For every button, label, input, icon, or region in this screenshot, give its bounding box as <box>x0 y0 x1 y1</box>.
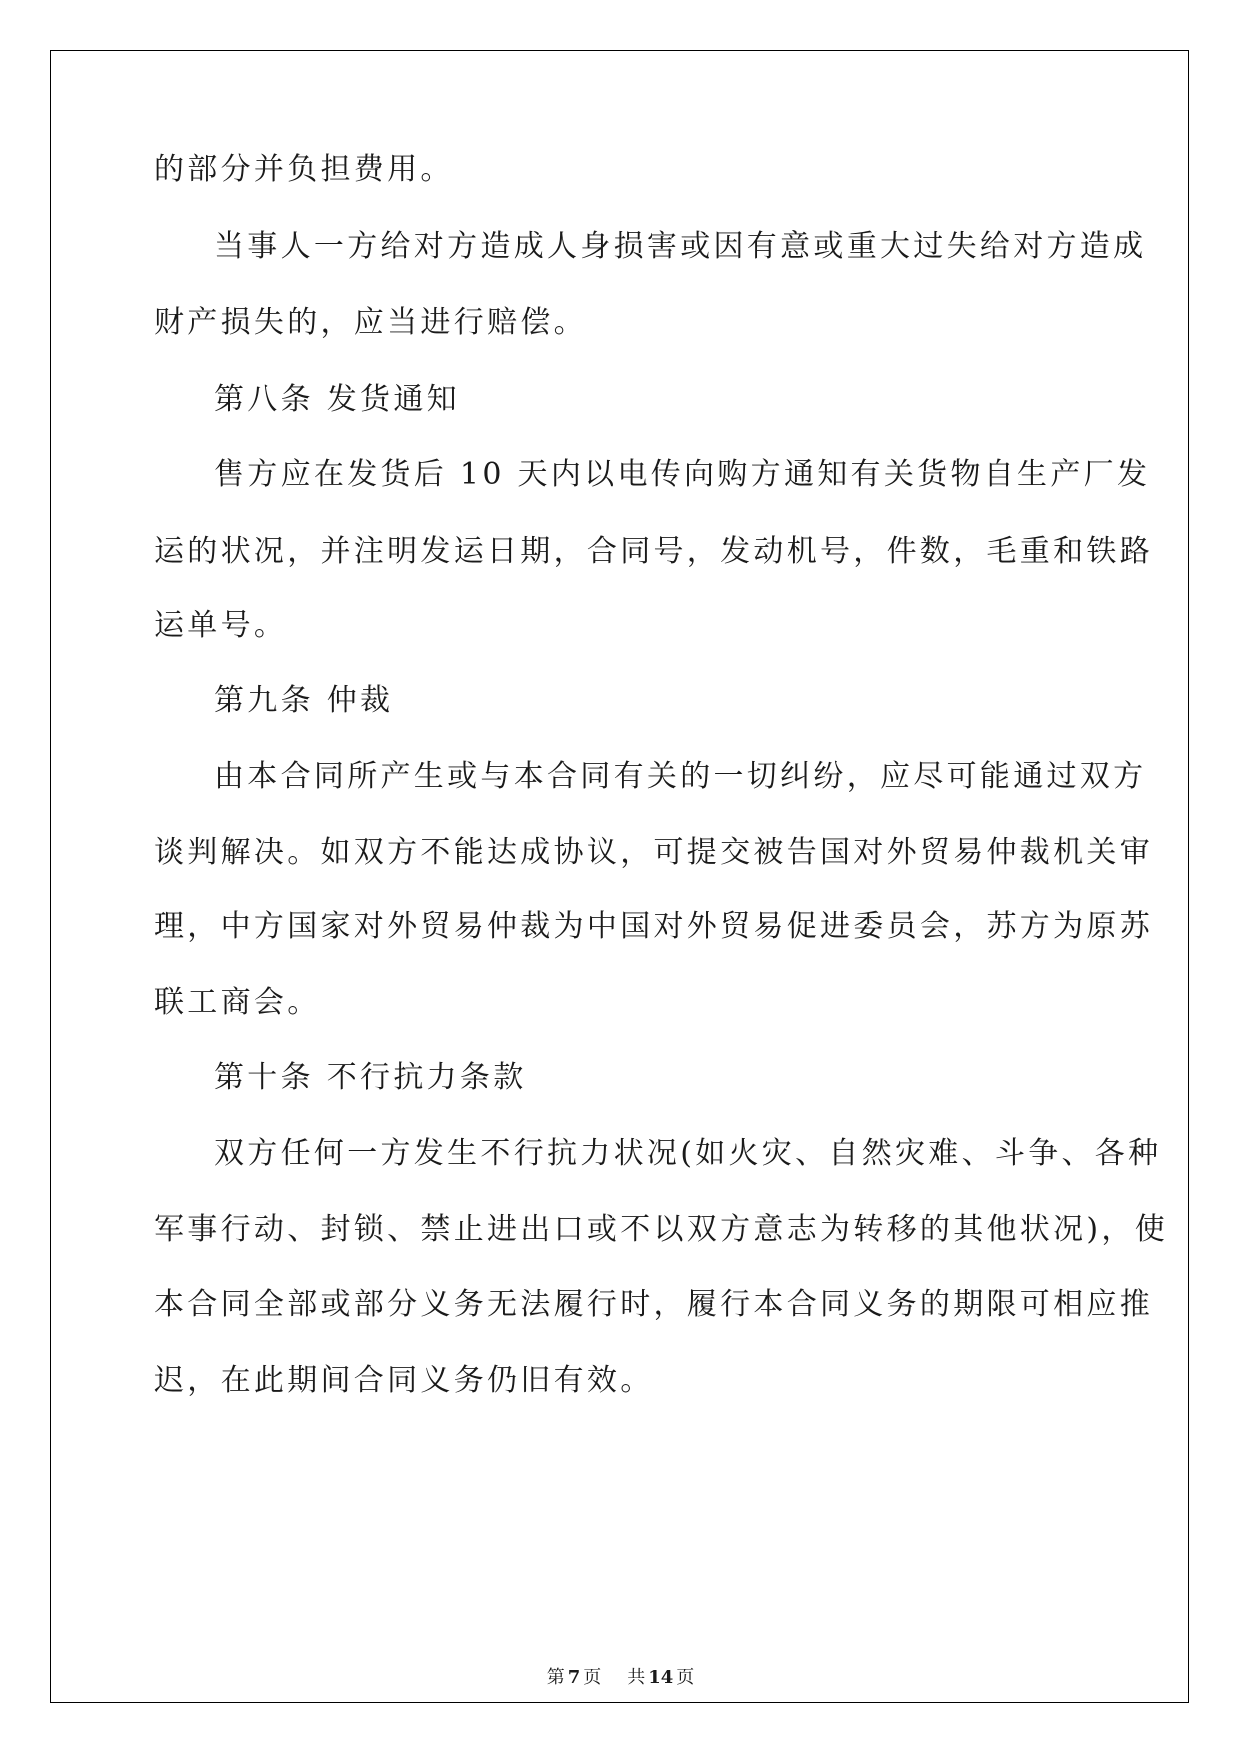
text-line: 联工商会。 <box>154 985 321 1020</box>
text-line: 的部分并负担费用。 <box>154 152 454 187</box>
page-border <box>50 50 1189 1703</box>
text-line: 由本合同所产生或与本合同有关的一切纠纷，应尽可能通过双方 <box>214 759 1147 794</box>
text-line: 当事人一方给对方造成人身损害或因有意或重大过失给对方造成 <box>214 229 1147 264</box>
text-line: 谈判解决。如双方不能达成协议，可提交被告国对外贸易仲裁机关审 <box>154 835 1153 870</box>
footer-page-suffix: 页 <box>583 1667 602 1688</box>
article-heading: 第十条 不行抗力条款 <box>214 1060 527 1095</box>
footer-page-number: 7 <box>567 1667 581 1688</box>
text-line: 售方应在发货后 10 天内以电传向购方通知有关货物自生产厂发 <box>214 457 1151 492</box>
page-footer <box>0 1666 1241 1690</box>
text-line: 运单号。 <box>154 608 288 643</box>
text-line: 财产损失的，应当进行赔偿。 <box>154 305 587 340</box>
text-line: 本合同全部或部分义务无法履行时，履行本合同义务的期限可相应推 <box>154 1287 1153 1322</box>
footer-total-suffix: 页 <box>676 1667 695 1688</box>
text-line: 双方任何一方发生不行抗力状况(如火灾、自然灾难、斗争、各种 <box>214 1136 1162 1171</box>
text-line: 迟，在此期间合同义务仍旧有效。 <box>154 1363 654 1398</box>
text-line: 理，中方国家对外贸易仲裁为中国对外贸易促进委员会，苏方为原苏 <box>154 909 1153 944</box>
footer-total-prefix: 共 <box>627 1667 646 1688</box>
article-heading: 第九条 仲裁 <box>214 683 394 718</box>
text-line: 军事行动、封锁、禁止进出口或不以双方意志为转移的其他状况)，使 <box>154 1212 1169 1247</box>
text-line: 运的状况，并注明发运日期，合同号，发动机号，件数，毛重和铁路 <box>154 534 1153 569</box>
footer-page-prefix: 第 <box>546 1667 565 1688</box>
article-heading: 第八条 发货通知 <box>214 382 460 417</box>
footer-total-pages: 14 <box>648 1667 674 1688</box>
